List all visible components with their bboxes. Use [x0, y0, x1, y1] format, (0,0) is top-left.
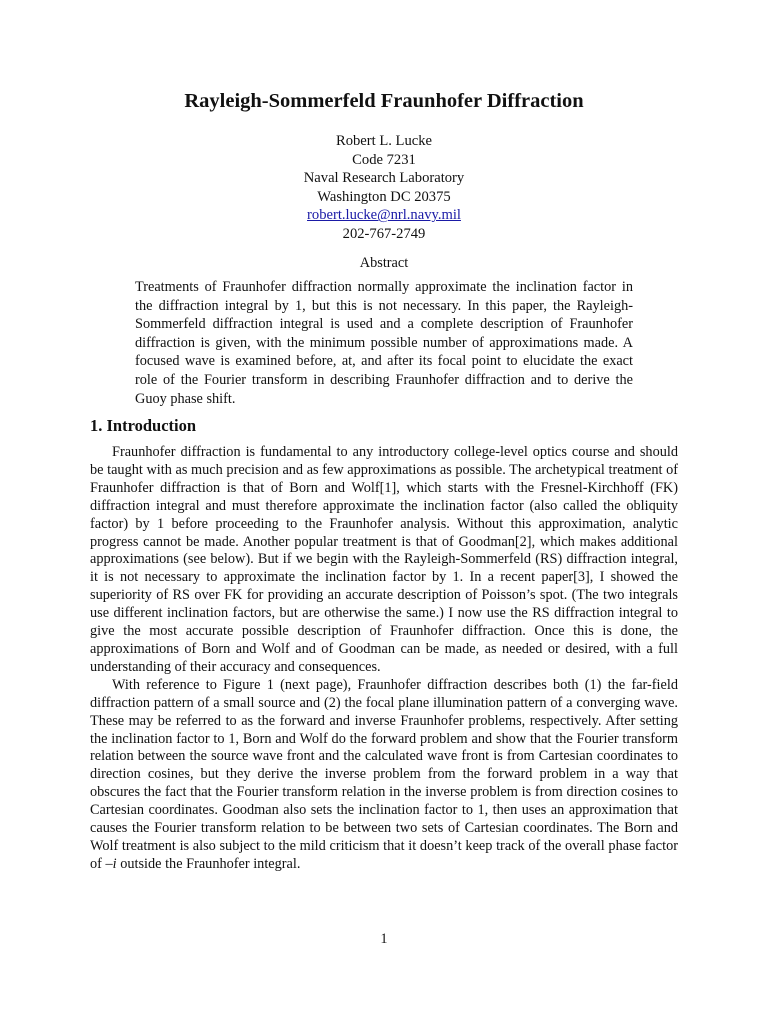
abstract-text: Treatments of Fraunhofer diffraction normally approximate the inclination factor in the diffraction integral by 1, but this is not necessary. In this paper, the Rayleigh-Sommerfeld diffraction integral is used and a complete description of Fraunhofer diffraction is given, with the minimum possible number of approximations made. A focused wave is examined before, at, and after its focal point to elucidate the exact role of the Fourier transform in describing Fraunhofer diffraction and to derive the Guoy phase shift.: [135, 279, 633, 407]
author-block: [0, 132, 768, 244]
author-location: Washington DC 20375: [317, 188, 451, 205]
page-number: 1: [380, 931, 388, 947]
introduction-heading: 1. Introduction: [90, 416, 197, 435]
abstract-heading: Abstract: [359, 255, 409, 271]
author-phone: 202-767-2749: [342, 225, 426, 242]
paper-title: Rayleigh-Sommerfeld Fraunhofer Diffraction: [184, 90, 584, 112]
introduction-paragraph-1: Fraunhofer diffraction is fundamental to any introductory college-level optics course and should be taught with as much precision and as few approximations as possible. The archetypical treatment of Fraunhofer diffraction is that of Born and Wolf[1], which starts with the Fresnel-Kirchhoff (FK) diffraction integral and must therefore approximate the inclination factor (also called the obliquity factor) by 1 before proceeding to the Fraunhofer analysis. Without this approximation, analytic progress cannot be made. Another popular treatment is that of Goodman[2], which makes additional approximations (see below). But if we begin with the Rayleigh-Sommerfeld (RS) diffraction integral, it is not necessary to approximate the inclination factor by 1. In a recent paper[3], I showed the superiority of RS over FK for providing an accurate description of Poisson’s spot. (The two integrals use different inclination factors, but are otherwise the same.) I now use the RS diffraction integral to give the most accurate possible description of Fraunhofer diffraction. Once this is done, the approximations of Born and Wolf and of Goodman can be made, as needed or desired, with a full understanding of their accuracy and consequences.: [90, 444, 678, 675]
author-name: Robert L. Lucke: [335, 133, 433, 149]
introduction-body: [90, 444, 678, 874]
author-email-link[interactable]: robert.lucke@nrl.navy.mil: [307, 207, 461, 224]
paragraph-2-end-text: outside the Fraunhofer integral.: [116, 855, 301, 872]
paragraph-2-main-text: With reference to Figure 1 (next page), Fraunhofer diffraction describes both (1) the far-field diffraction pattern of a small source and (2) the focal plane illumination pattern of a converging wave. These may be referred to as the forward and inverse Fraunhofer problems, respectively. After setting the inclination factor to 1, Born and Wolf do the forward problem and show that the Fourier transform relation between the source wave front and the calculated wave front is from Cartesian coordinates to direction cosines, but they derive the inverse problem from the forward problem in a way that obscures the fact that the Fourier transform relation in the inverse problem is from direction cosines to Cartesian coordinates. Goodman also sets the inclination factor to 1, then uses an approximation that causes the Fourier transform relation to be between two sets of Cartesian coordinates. The Born and Wolf treatment is also subject to the mild criticism that it doesn’t keep track of the overall phase factor of –: [90, 676, 678, 872]
author-organization: Naval Research Laboratory: [303, 170, 465, 187]
introduction-paragraph-2: [90, 677, 678, 874]
imaginary-unit-symbol: i: [112, 855, 117, 872]
author-code: Code 7231: [352, 151, 416, 168]
